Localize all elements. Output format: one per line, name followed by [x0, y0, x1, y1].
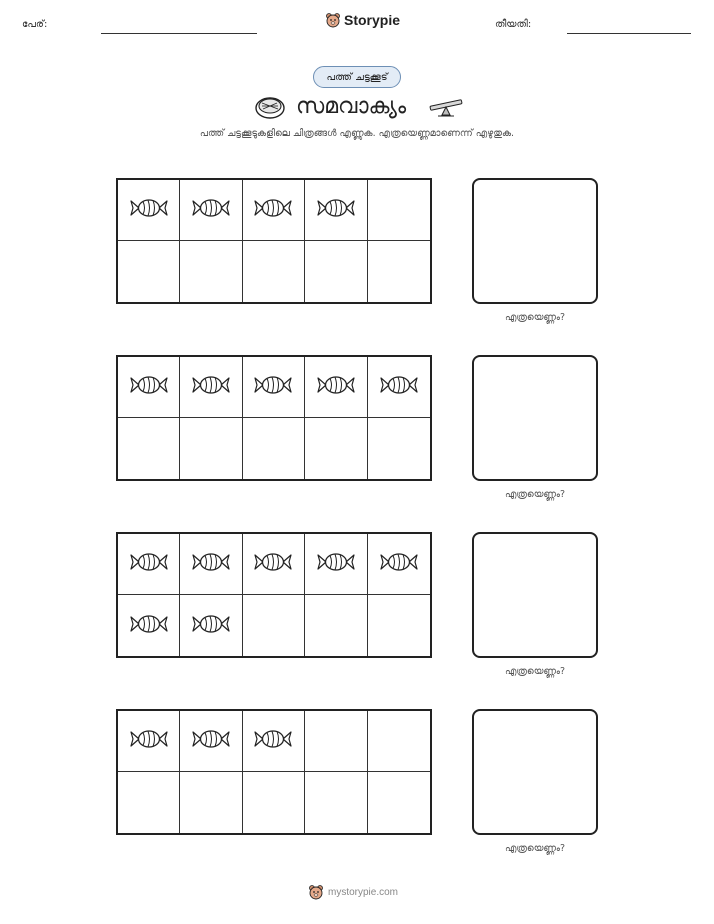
how-many-label-1: എത്രയെണ്ണം? — [504, 312, 566, 323]
candy-icon — [316, 193, 356, 227]
ten-frame-cell — [180, 772, 242, 833]
ten-frame-cell — [305, 772, 367, 833]
date-label: തീയതി: — [495, 19, 532, 30]
candy-icon — [129, 609, 169, 643]
answer-box-3[interactable] — [472, 532, 598, 658]
candy-icon — [316, 547, 356, 581]
ten-frame-cell — [368, 180, 430, 241]
ten-frame-cell — [368, 357, 430, 418]
answer-box-2[interactable] — [472, 355, 598, 481]
ten-frame-cell — [180, 534, 242, 595]
candy-icon — [253, 370, 293, 404]
candy-icon — [191, 547, 231, 581]
candy-icon — [191, 609, 231, 643]
ten-frame-cell — [243, 534, 305, 595]
ten-frame-cell — [118, 711, 180, 772]
ten-frame-cell — [305, 595, 367, 656]
ten-frame-cell — [180, 595, 242, 656]
answer-box-1[interactable] — [472, 178, 598, 304]
ten-frame-cell — [180, 241, 242, 302]
seesaw-icon — [428, 98, 464, 118]
ten-frame-cell — [368, 772, 430, 833]
how-many-label-4: എത്രയെണ്ണം? — [504, 843, 566, 854]
ten-frame-cell — [243, 418, 305, 479]
candy-icon — [253, 724, 293, 758]
ten-frame-cell — [118, 595, 180, 656]
candy-icon — [129, 193, 169, 227]
measuring-tape-icon — [254, 94, 286, 120]
ten-frame-4 — [116, 709, 432, 835]
ten-frame-2 — [116, 355, 432, 481]
ten-frame-cell — [243, 180, 305, 241]
ten-frame-cell — [368, 534, 430, 595]
ten-frame-cell — [118, 357, 180, 418]
candy-icon — [191, 370, 231, 404]
ten-frame-cell — [118, 418, 180, 479]
footer-url[interactable]: mystorypie.com — [328, 886, 399, 898]
ten-frame-cell — [243, 595, 305, 656]
brand-name: Storypie — [344, 12, 401, 28]
ten-frame-cell — [305, 711, 367, 772]
title-row — [0, 92, 714, 124]
ten-frame-cell — [243, 711, 305, 772]
ten-frame-cell — [368, 595, 430, 656]
footer — [308, 884, 398, 900]
name-line[interactable] — [101, 33, 257, 34]
date-line[interactable] — [567, 33, 691, 34]
instruction-text: പത്ത് ചട്ടക്കൂടുകളിലെ ചിത്രങ്ങൾ എണ്ണുക. എത്രയെണ്ണമാണെന്ന് എഴുതുക. — [199, 128, 515, 139]
how-many-label-2: എത്രയെണ്ണം? — [504, 489, 566, 500]
candy-icon — [191, 193, 231, 227]
ten-frame-cell — [180, 711, 242, 772]
ten-frame-cell — [243, 357, 305, 418]
candy-icon — [253, 193, 293, 227]
ten-frame-cell — [305, 241, 367, 302]
ten-frame-cell — [243, 772, 305, 833]
ten-frame-cell — [368, 711, 430, 772]
candy-icon — [129, 370, 169, 404]
candy-icon — [191, 724, 231, 758]
ten-frame-cell — [180, 357, 242, 418]
ten-frame-cell — [180, 180, 242, 241]
ten-frame-1 — [116, 178, 432, 304]
bear-mascot-icon — [308, 884, 324, 900]
ten-frame-cell — [305, 180, 367, 241]
name-label: പേര്: — [22, 19, 48, 30]
page-title: സമവാക്യം — [296, 94, 407, 119]
ten-frame-cell — [368, 241, 430, 302]
ten-frame-cell — [305, 534, 367, 595]
candy-icon — [316, 370, 356, 404]
candy-icon — [379, 370, 419, 404]
how-many-label-3: എത്രയെണ്ണം? — [504, 666, 566, 677]
candy-icon — [129, 724, 169, 758]
candy-icon — [129, 547, 169, 581]
ten-frame-3 — [116, 532, 432, 658]
ten-frame-cell — [368, 418, 430, 479]
candy-icon — [253, 547, 293, 581]
ten-frame-cell — [118, 241, 180, 302]
ten-frame-cell — [305, 418, 367, 479]
bear-mascot-icon — [325, 12, 341, 28]
ten-frame-cell — [118, 534, 180, 595]
brand-logo — [325, 12, 400, 28]
ten-frame-cell — [118, 772, 180, 833]
ten-frame-cell — [243, 241, 305, 302]
ten-frame-cell — [118, 180, 180, 241]
answer-box-4[interactable] — [472, 709, 598, 835]
topic-pill: പത്ത് ചട്ടക്കൂട് — [313, 66, 401, 88]
candy-icon — [379, 547, 419, 581]
ten-frame-cell — [180, 418, 242, 479]
ten-frame-cell — [305, 357, 367, 418]
